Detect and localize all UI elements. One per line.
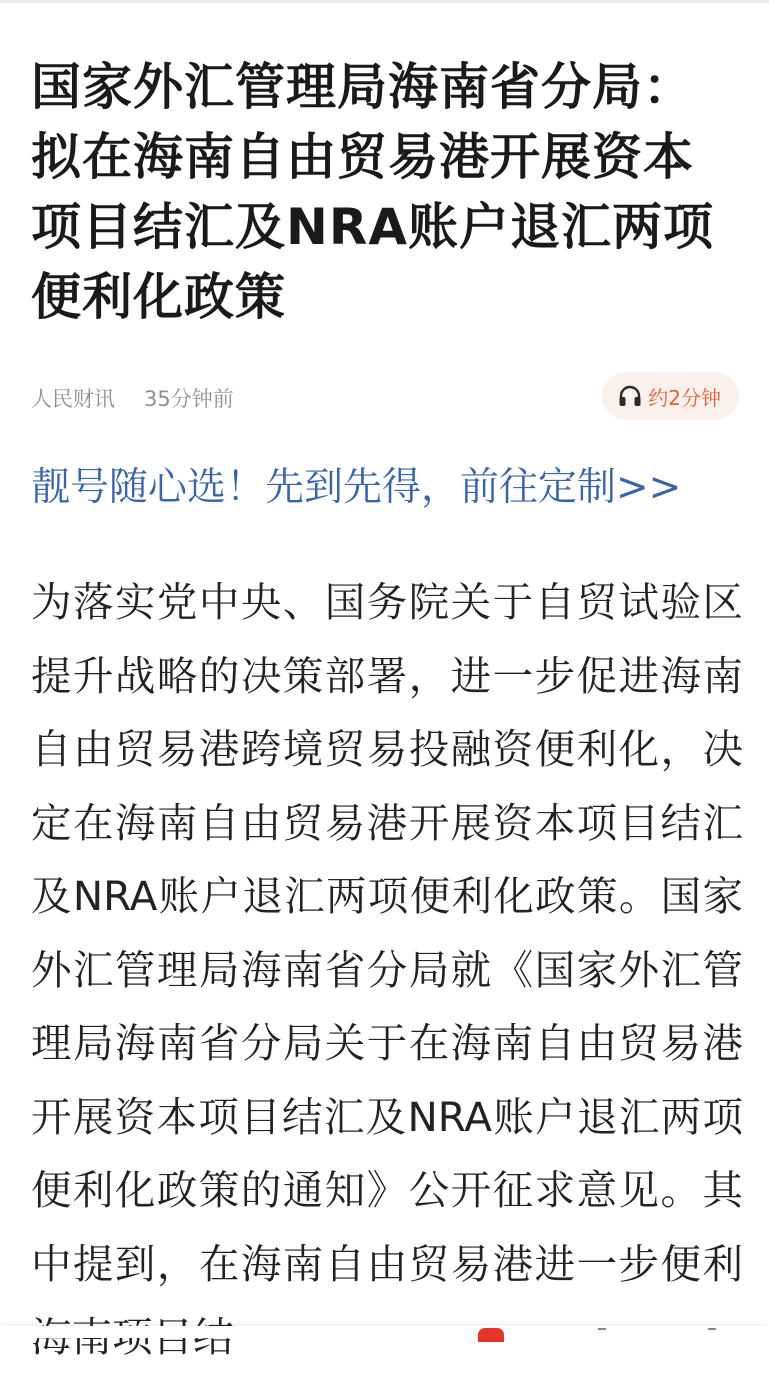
bottom-toolbar xyxy=(0,1326,769,1338)
article xyxy=(31,52,743,1288)
headphones-icon xyxy=(618,385,642,407)
toolbar-icon[interactable] xyxy=(708,1328,716,1336)
article-body: 为落实党中央、国务院关于自贸试验区提升战略的决策部署，进一步促进海南自由贸易港跨境贸易投融资便利化，决定在海南自由贸易港开展资本项目结汇及NRA账户退汇两项便利化政策。国家外汇管理局海南省分局就《国家外汇管理局海南省分局关于在海南自由贸易港开展资本项目结汇及NRA账户退汇两项便利化政策的通知》公开征求意见。其中提到，在海南自由贸易港进一步便利 xyxy=(31,578,743,1288)
listen-button[interactable] xyxy=(602,372,739,420)
toolbar-icon[interactable] xyxy=(598,1328,606,1336)
promo-link[interactable]: 靓号随心选！先到先得，前往定制>> xyxy=(31,465,682,510)
source-name[interactable]: 人民财讯 xyxy=(31,387,115,411)
top-divider xyxy=(0,0,769,3)
article-meta xyxy=(31,372,741,422)
notification-badge[interactable] xyxy=(478,1328,504,1342)
listen-duration: 约2分钟 xyxy=(648,385,721,410)
article-title: 国家外汇管理局海南省分局：拟在海南自由贸易港开展资本项目结汇及NRA账户退汇两项便利化政策 xyxy=(31,58,715,326)
publish-time: 35分钟前 xyxy=(144,387,234,411)
